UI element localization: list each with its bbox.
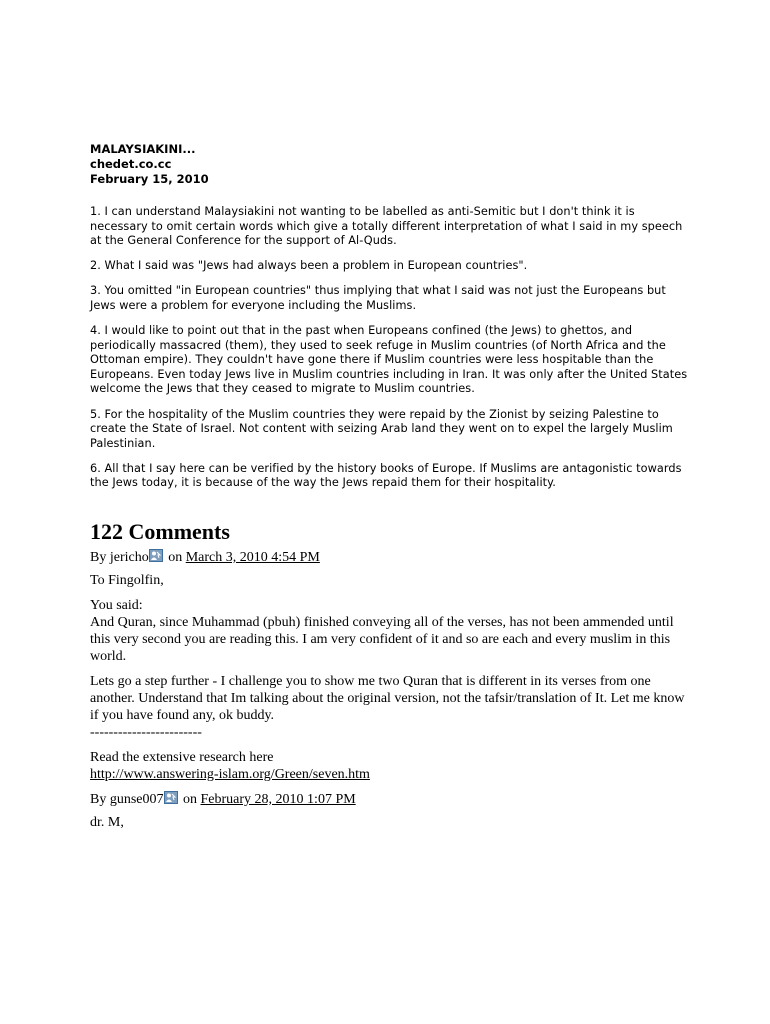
comment-date-link[interactable]: February 28, 2010 1:07 PM <box>200 792 356 807</box>
research-link[interactable]: http://www.answering-islam.org/Green/seven.htm <box>90 767 370 782</box>
source-site: chedet.co.cc <box>90 157 172 171</box>
article-paragraph-6: 6. All that I say here can be verified by the history books of Europe. If Muslims are antagonistic towards the Jews today, it is because of the way the Jews repaid them for their hospitality. <box>90 461 682 490</box>
post-date: February 15, 2010 <box>90 172 209 186</box>
comment-1 <box>90 549 690 783</box>
comment-author: jericho <box>109 550 149 565</box>
comment-greeting: dr. M, <box>90 815 124 830</box>
article-body <box>90 205 690 491</box>
comment-date-link[interactable]: March 3, 2010 4:54 PM <box>185 550 320 565</box>
comment-byline: By gunse007 on February 28, 2010 1:07 PM <box>90 792 356 807</box>
comment-byline: By jericho on March 3, 2010 4:54 PM <box>90 550 320 565</box>
comment-author: gunse007 <box>109 792 164 807</box>
comment-challenge: Lets go a step further - I challenge you to show me two Quran that is different in its verses from one another. Understand that Im talking about the original version, not the tafsir/translation of It. Let me know if you have found any, ok buddy. ------------------------ <box>90 673 690 741</box>
post-header <box>90 142 690 187</box>
document-page <box>90 142 690 839</box>
comment-divider: ------------------------ <box>90 725 202 740</box>
source-name: MALAYSIAKINI... <box>90 142 196 156</box>
article-paragraph-1: 1. I can understand Malaysiakini not wanting to be labelled as anti-Semitic but I don't think it is necessary to omit certain words which give a totally different interpretation of what I said in my speech at the General Conference for the support of Al-Quds. <box>90 205 683 248</box>
article-paragraph-3: 3. You omitted "in European countries" thus implying that what I said was not just the Europeans but Jews were a problem for everyone including the Muslims. <box>90 284 666 312</box>
article-paragraph-5: 5. For the hospitality of the Muslim countries they were repaid by the Zionist by seizing Palestine to create the State of Israel. Not content with seizing Arab land they went on to expel the largely Muslim Palestinian. <box>90 407 673 450</box>
comment-greeting: To Fingolfin, <box>90 573 164 588</box>
article-paragraph-2: 2. What I said was "Jews had always been a problem in European countries". <box>90 259 528 273</box>
comment-quote: You said: And Quran, since Muhammad (pbuh) finished conveying all of the verses, has not been ammended until this very second you are reading this. I am very confident of it and so are each and every muslim in this world. <box>90 598 674 664</box>
comment-2 <box>90 791 690 831</box>
user-profile-icon[interactable] <box>149 549 163 562</box>
user-profile-icon[interactable] <box>164 791 178 804</box>
comment-research: Read the extensive research here http://www.answering-islam.org/Green/seven.htm <box>90 750 370 782</box>
comments-title: 122 Comments <box>90 519 230 544</box>
article-paragraph-4: 4. I would like to point out that in the past when Europeans confined (the Jews) to ghettos, and periodically massacred (them), they used to seek refuge in Muslim countries (of North Africa and the Ottoman empire). They couldn't have gone there if Muslim countries were less hospitable than the Europeans. Even today Jews live in Muslim countries including in Iran. It was only after the United States welcome the Jews that they ceased to migrate to Muslim countries. <box>90 324 688 396</box>
